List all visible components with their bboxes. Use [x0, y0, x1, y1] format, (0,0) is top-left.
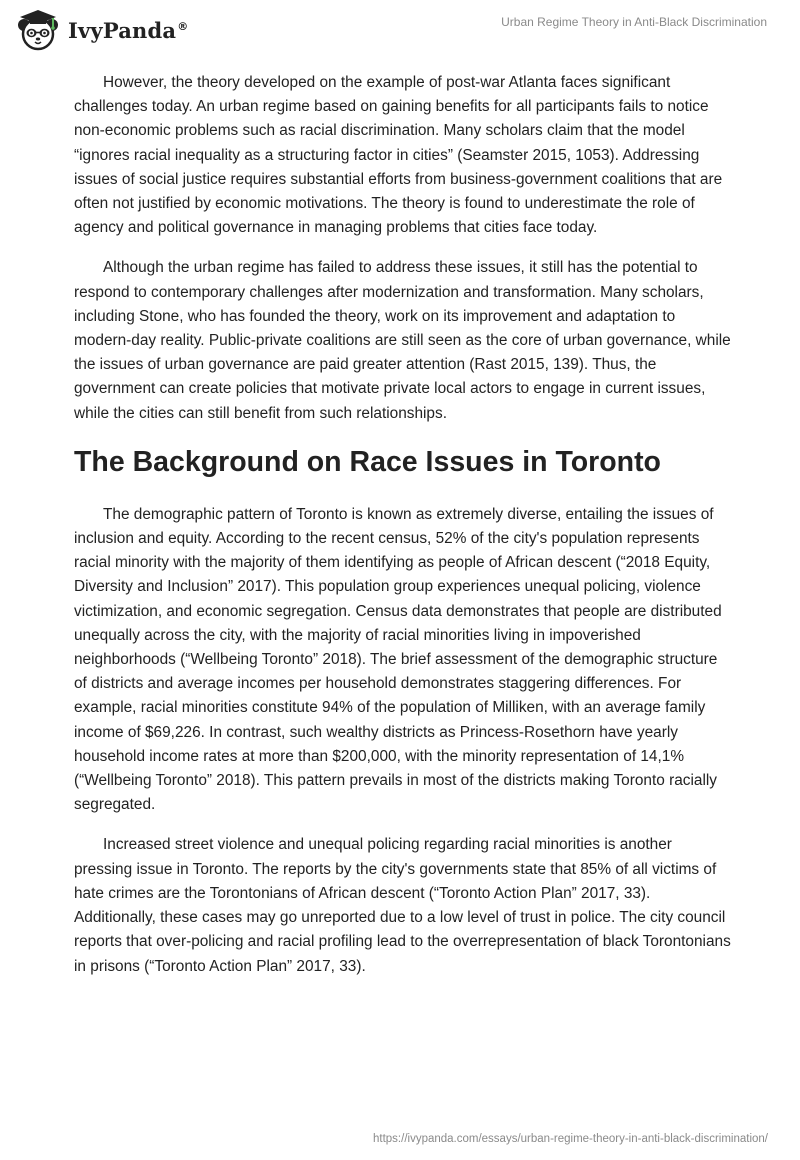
section-heading: The Background on Race Issues in Toronto [74, 445, 661, 478]
paragraph: The demographic pattern of Toronto is known as extremely diverse, entailing the issues of inclusion and equity. According to the recent census, 52% of the city's population represents racial minority with the majority of them identifying as people of African descent (“2018 Equity, Diversity and Inclusion” 2017). This population group experiences unequal policing, violence victimization, and economic segregation. Census data demonstrates that people are distributed unequally across the city, with the majority of racial minorities living in impoverished neighborhoods (“Wellbeing Toronto” 2018). The brief assessment of the demographic structure of districts and average incomes per household demonstrates staggering differences. For example, racial minorities constitute 94% of the population of Milliken, with an average family income of $69,226. In contrast, such wealthy districts as Princess-Rosethorn have yearly household income rates at more than $200,000, with the minority representation of 14,1% (“Wellbeing Toronto” 2018). This pattern prevails in most of the districts making Toronto racially segregated. [74, 505, 722, 814]
paragraph: Increased street violence and unequal policing regarding racial minorities is another pressing issue in Toronto. The reports by the city's governments state that 85% of all victims of hate crimes are the Torontonians of African descent (“Toronto Action Plan” 2017, 33). Additionally, these cases may go unreported due to a low level of trust in police. The city council reports that over-policing and racial profiling lead to the overrepresentation of black Torontonians in prisons (“Toronto Action Plan” 2017, 33). [74, 836, 731, 975]
essay-content [74, 71, 734, 995]
registered-mark: ® [177, 19, 189, 33]
page-header [0, 0, 800, 64]
logo[interactable] [16, 8, 188, 52]
logo-text: IvyPanda® [68, 17, 189, 43]
paragraph: However, the theory developed on the example of post-war Atlanta faces significant challenges today. An urban regime based on gaining benefits for all participants fails to notice non-economic problems such as racial discrimination. Many scholars claim that the model “ignores racial inequality as a structuring factor in cities” (Seamster 2015, 1053). Addressing issues of social justice requires substantial efforts from business-government coalitions that are often not justified by economic motivations. The theory is found to underestimate the role of agency and political governance in managing problems that cities face today. [74, 74, 723, 237]
document-title: Urban Regime Theory in Anti-Black Discrimination [501, 15, 767, 29]
source-url[interactable]: https://ivypanda.com/essays/urban-regime-theory-in-anti-black-discrimination/ [373, 1133, 768, 1145]
panda-graduate-icon [16, 8, 60, 52]
paragraph: Although the urban regime has failed to address these issues, it still has the potential to respond to contemporary challenges after modernization and transformation. Many scholars, including Stone, who has founded the theory, work on its improvement and adaptation to modern-day reality. Public-private coalitions are still seen as the core of urban governance, while the issues of urban governance are paid greater attention (Rast 2015, 139). Thus, the government can create policies that motivate private local actors to engage in current issues, while the cities can still benefit from such relationships. [74, 259, 731, 422]
